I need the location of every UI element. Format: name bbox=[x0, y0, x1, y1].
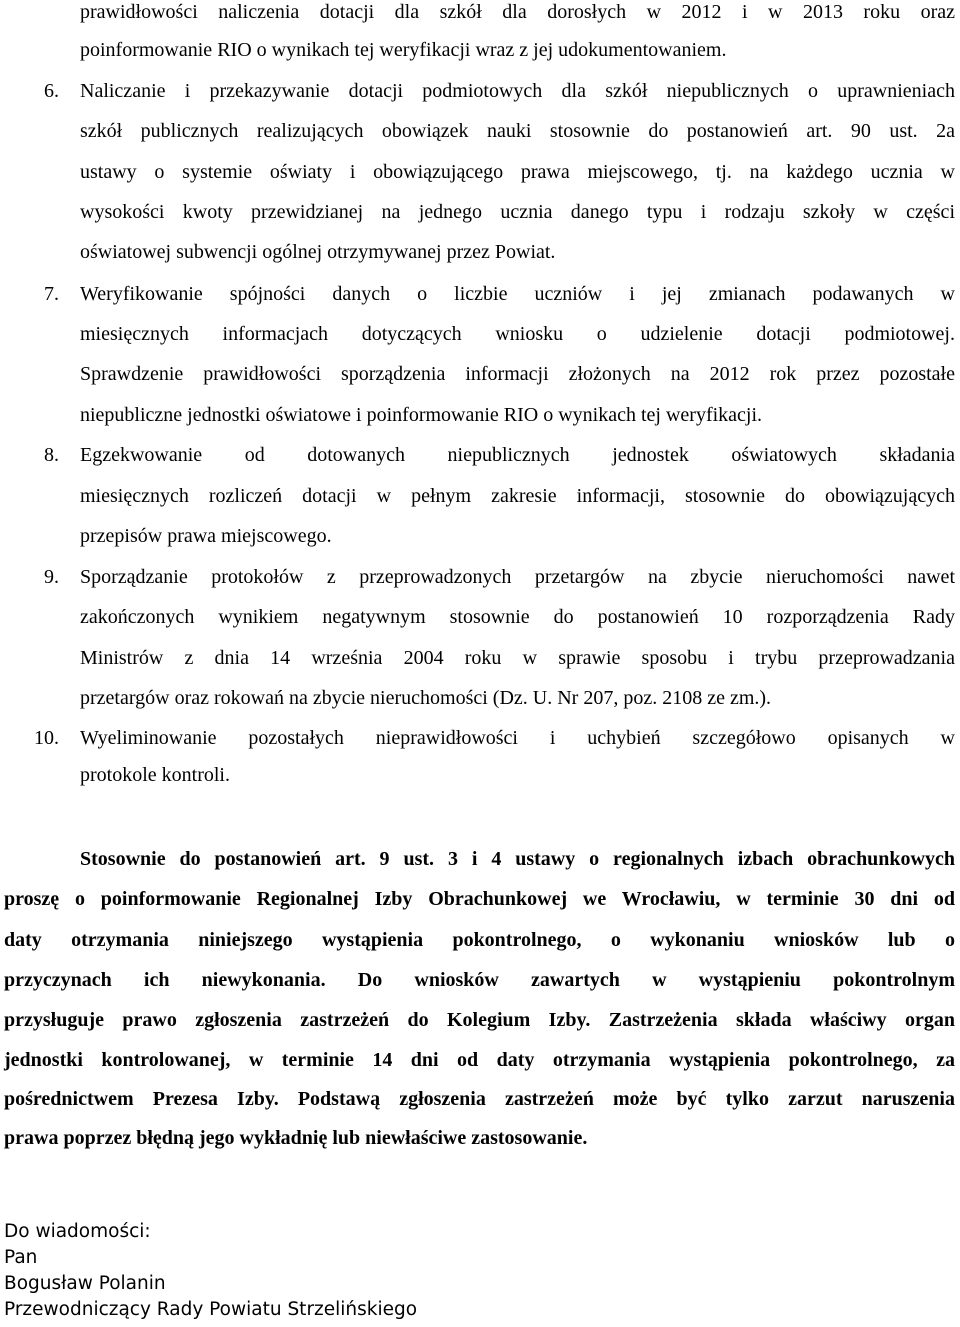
text-line: niepubliczne jednostki oświatowe i poinformowanie RIO o wynikach tej weryfikacji. bbox=[80, 404, 763, 426]
text-line: proszę o poinformowanie Regionalnej Izby Obrachunkowej we Wrocławiu, w terminie 30 dni od bbox=[4, 888, 955, 910]
text-line: pośrednictwem Prezesa Izby. Podstawą zgłoszenia zastrzeżeń może być tylko zarzut naruszenia bbox=[4, 1088, 955, 1110]
text-line: Weryfikowanie spójności danych o liczbie uczniów i jej zmianach podawanych w bbox=[80, 283, 955, 305]
text-line: Ministrów z dnia 14 września 2004 roku w sprawie sposobu i trybu przeprowadzania bbox=[80, 647, 955, 669]
recipient-line: Przewodniczący Rady Powiatu Strzelińskiego bbox=[4, 1299, 418, 1320]
list-item-number: 6. bbox=[44, 80, 59, 102]
text-line: miesięcznych rozliczeń dotacji w pełnym zakresie informacji, stosownie do obowiązujących bbox=[80, 485, 955, 507]
text-line: daty otrzymania niniejszego wystąpienia pokontrolnego, o wykonaniu wniosków lub o bbox=[4, 929, 955, 951]
list-item-number: 8. bbox=[44, 444, 59, 466]
recipient-line: Bogusław Polanin bbox=[4, 1273, 166, 1294]
text-line: Stosownie do postanowień art. 9 ust. 3 i 4 ustawy o regionalnych izbach obrachunkowych bbox=[80, 848, 955, 870]
text-line: Naliczanie i przekazywanie dotacji podmiotowych dla szkół niepublicznych o uprawnieniach bbox=[80, 80, 955, 102]
text-line: poinformowanie RIO o wynikach tej weryfikacji wraz z jej udokumentowaniem. bbox=[80, 39, 727, 61]
list-item-number: 7. bbox=[44, 283, 59, 305]
text-line: prawidłowości naliczenia dotacji dla szkół dla dorosłych w 2012 i w 2013 roku oraz bbox=[80, 1, 955, 23]
text-line: oświatowej subwencji ogólnej otrzymywanej przez Powiat. bbox=[80, 241, 556, 263]
text-line: miesięcznych informacjach dotyczących wniosku o udzielenie dotacji podmiotowej. bbox=[80, 323, 955, 345]
recipient-line: Pan bbox=[4, 1247, 38, 1268]
text-line: przyczynach ich niewykonania. Do wniosków zawartych w wystąpieniu pokontrolnym bbox=[4, 969, 955, 991]
text-line: przepisów prawa miejscowego. bbox=[80, 525, 332, 547]
text-line: prawa poprzez błędną jego wykładnię lub niewłaściwe zastosowanie. bbox=[4, 1127, 588, 1149]
text-line: protokole kontroli. bbox=[80, 764, 230, 786]
text-line: przetargów oraz rokowań na zbycie nieruchomości (Dz. U. Nr 207, poz. 2108 ze zm.). bbox=[80, 687, 772, 709]
text-line: przysługuje prawo zgłoszenia zastrzeżeń do Kolegium Izby. Zastrzeżenia składa właściwy organ bbox=[4, 1009, 955, 1031]
text-line: ustawy o systemie oświaty i obowiązującego prawa miejscowego, tj. na każdego ucznia w bbox=[80, 161, 955, 183]
text-line: jednostki kontrolowanej, w terminie 14 dni od daty otrzymania wystąpienia pokontrolnego, za bbox=[4, 1049, 955, 1071]
text-line: Sprawdzenie prawidłowości sporządzenia informacji złożonych na 2012 rok przez pozostałe bbox=[80, 363, 955, 385]
text-line: wysokości kwoty przewidzianej na jednego ucznia danego typu i rodzaju szkoły w części bbox=[80, 201, 955, 223]
recipients-heading: Do wiadomości: bbox=[4, 1221, 151, 1242]
text-line: szkół publicznych realizujących obowiązek nauki stosownie do postanowień art. 90 ust. 2a bbox=[80, 120, 955, 142]
list-item-number: 9. bbox=[44, 566, 59, 588]
text-line: Egzekwowanie od dotowanych niepublicznych jednostek oświatowych składania bbox=[80, 444, 955, 466]
list-item-number: 10. bbox=[34, 727, 59, 749]
text-line: Wyeliminowanie pozostałych nieprawidłowości i uchybień szczegółowo opisanych w bbox=[80, 727, 955, 749]
text-line: Sporządzanie protokołów z przeprowadzonych przetargów na zbycie nieruchomości nawet bbox=[80, 566, 955, 588]
text-line: zakończonych wynikiem negatywnym stosownie do postanowień 10 rozporządzenia Rady bbox=[80, 606, 955, 628]
